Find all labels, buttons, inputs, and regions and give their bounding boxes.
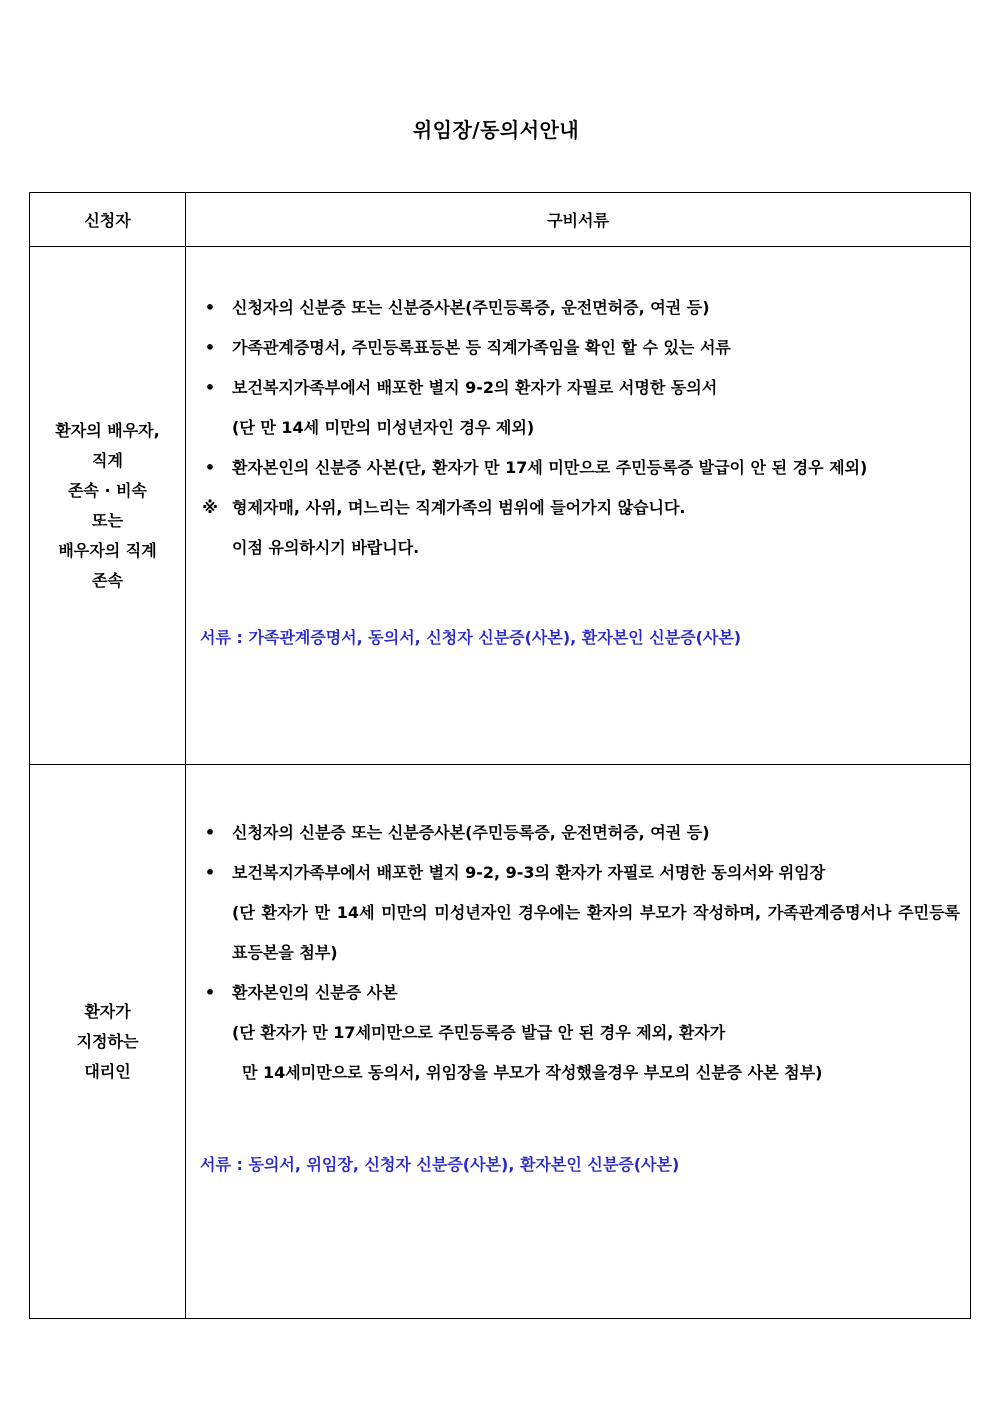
bullet-icon: • [204,378,216,397]
bullet-subtext: (단 환자가 만 14세 미만의 미성년자인 경우에는 환자의 부모가 작성하며, 가족관계증명서나 주민등록표등본을 첨부) [232,903,960,962]
applicant-line: 존속 · 비속 [67,480,148,500]
bullet-text: 환자본인의 신분증 사본(단, 환자가 만 17세 미만으로 주민등록증 발급이 안 된 경우 제외) [232,458,868,477]
list-item [200,448,960,488]
table-row [30,765,971,1319]
applicant-line: 환자가 [84,1001,131,1021]
requirements-table [29,192,971,1319]
bullet-icon: • [204,823,216,842]
note-line: 이점 유의하시기 바랍니다. [232,538,420,557]
bullet-icon: • [204,863,216,882]
bullet-text: 보건복지가족부에서 배포한 별지 9-2, 9-3의 환자가 자필로 서명한 동의서와 위임장 [232,863,826,882]
applicant-cell [30,765,186,1319]
bullet-text: 가족관계증명서, 주민등록표등본 등 직계가족임을 확인 할 수 있는 서류 [232,338,731,357]
page-title: 위임장/동의서안내 [412,118,580,142]
note-line: 형제자매, 사위, 며느리는 직계가족의 범위에 들어가지 않습니다. [232,498,686,517]
header-applicant: 신청자 [30,193,186,247]
applicant-line: 또는 [92,510,123,530]
documents-cell [186,247,971,765]
bullet-subtext: 만 14세미만으로 동의서, 위임장을 부모가 작성했을경우 부모의 신분증 사본 첨부) [242,1063,823,1082]
note [200,488,960,568]
list-item [200,328,960,368]
list-item [200,813,960,853]
list-item [200,853,960,973]
list-item [200,288,960,328]
list-item [200,368,960,448]
reference-mark-icon: ※ [202,498,218,517]
document-list [200,288,960,488]
applicant-line: 배우자의 직계 [58,540,157,560]
list-item [200,973,960,1093]
bullet-text: 신청자의 신분증 또는 신분증사본(주민등록증, 운전면허증, 여권 등) [232,823,710,842]
documents-cell [186,765,971,1319]
required-documents-summary: 서류 : 동의서, 위임장, 신청자 신분증(사본), 환자본인 신분증(사본) [200,1155,680,1174]
applicant-line: 존속 [92,570,123,590]
bullet-subtext: (단 만 14세 미만의 미성년자인 경우 제외) [232,418,535,437]
bullet-icon: • [204,338,216,357]
bullet-icon: • [204,458,216,477]
required-documents-summary: 서류 : 가족관계증명서, 동의서, 신청자 신분증(사본), 환자본인 신분증(사본) [200,628,742,647]
applicant-line: 환자의 배우자, [55,420,160,440]
bullet-icon: • [204,298,216,317]
applicant-line: 직계 [92,450,123,470]
bullet-text: 환자본인의 신분증 사본 [232,983,398,1002]
header-documents: 구비서류 [186,193,971,247]
document-list [200,813,960,1093]
applicant-line: 대리인 [84,1061,131,1081]
applicant-cell [30,247,186,765]
bullet-text: 보건복지가족부에서 배포한 별지 9-2의 환자가 자필로 서명한 동의서 [232,378,718,397]
table-row [30,247,971,765]
applicant-line: 지정하는 [76,1031,139,1051]
table-header-row [30,193,971,247]
bullet-text: 신청자의 신분증 또는 신분증사본(주민등록증, 운전면허증, 여권 등) [232,298,710,317]
bullet-subtext: (단 환자가 만 17세미만으로 주민등록증 발급 안 된 경우 제외, 환자가 [232,1023,726,1042]
bullet-icon: • [204,983,216,1002]
